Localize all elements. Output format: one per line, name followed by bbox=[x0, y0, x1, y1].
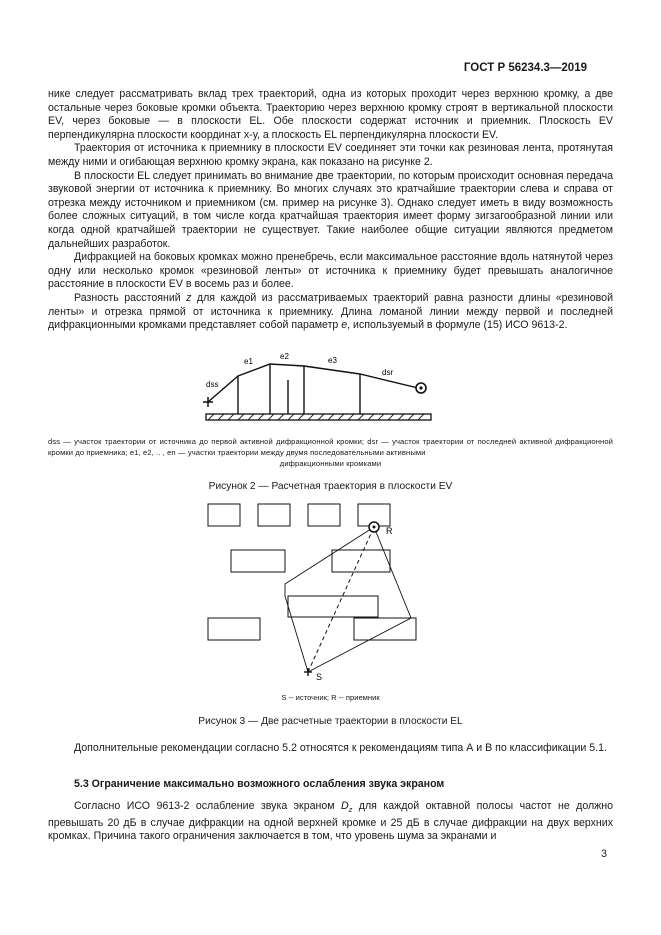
label-e1: e1 bbox=[244, 357, 253, 366]
symbol-e: e bbox=[341, 319, 348, 332]
object-row1-1 bbox=[208, 504, 240, 526]
label-R: R bbox=[386, 526, 393, 536]
receiver-marker bbox=[416, 383, 426, 393]
paragraph-attenuation-limit bbox=[48, 800, 613, 844]
direct-line bbox=[308, 527, 374, 672]
figure-3-legend: S -- источник; R -- приемник bbox=[281, 693, 380, 702]
text-block-2 bbox=[48, 742, 613, 756]
label-S: S bbox=[316, 672, 323, 682]
section-heading-5-3: 5.3 Ограничение максимально возможного ослабления звука экраном bbox=[74, 778, 445, 790]
document-header: ГОСТ Р 56234.3—2019 bbox=[463, 62, 587, 74]
p1-part-b: для каждой октавной полосы частот не должно превышать 20 дБ в случае дифракции на одной верхней кромке и 25 дБ в случае дифракции на двух верхних кромках. Причина такого ограничения заключается в том, что уровень шума за экранами и bbox=[48, 800, 613, 843]
paragraph-continuation: нике следует рассматривать вклад трех траекторий, одна из которых проходит через верхнюю кромку, а две остальные через боковые кромки объекта. Траекторию через верхнюю кромку строят в вертикальной плоскости EV, через боковые — в плоскости EL. Обе плоскости содержат источник и приемник. Плоскость EV перпендикулярна плоскости координат х-у, а плоскость EL перпендикулярна плоскости EV. bbox=[48, 88, 613, 141]
receiver-marker bbox=[369, 522, 379, 532]
object-row4-left bbox=[208, 618, 260, 640]
label-dsr: dsr bbox=[382, 368, 394, 377]
p5-part-c: , используемый в формуле (15) ИСО 9613-2. bbox=[347, 319, 568, 332]
figure-3-diagram bbox=[206, 500, 416, 685]
object-row3 bbox=[288, 596, 378, 617]
right-path bbox=[308, 527, 411, 672]
object-row4-right bbox=[354, 618, 416, 640]
text-block-3 bbox=[48, 800, 613, 844]
source-marker bbox=[304, 668, 312, 676]
figure-2-note-last: дифракционными кромками bbox=[279, 459, 382, 468]
paragraph-el-trajectories: В плоскости EL следует принимать во внимание две траектории, по которым происходит основная передача звуковой энергии от источника к приемнику. Во многих случаях это кратчайшие траектории слева и справа от отрезка между источником и приемником (см. пример на рисунке 3). Однако следует иметь в виду возможность более сложных ситуаций, в том числе когда кратчайшая траектория имеет форму зигзагообразной линии или когда одной кратчайшей траектории не существует. Такие наиболее общие ситуации являются предметом дальнейших разработок. bbox=[48, 169, 613, 250]
p5-part-b: для каждой из рассматриваемых траекторий равна разности длины «резиновой ленты» и отрезка прямой от источника к приемнику. Длина ломаной линии между первой и последней дифракционными кромками представляет собой параметр bbox=[48, 291, 613, 332]
p1-part-a: Согласно ИСО 9613-2 ослабление звука экраном bbox=[74, 800, 341, 812]
figure-2-caption: Рисунок 2 — Расчетная траектория в плоскости EV bbox=[208, 481, 453, 492]
label-e3: e3 bbox=[328, 356, 337, 365]
symbol-z: z bbox=[186, 291, 192, 304]
paragraph-additional-recommendations: Дополнительные рекомендации согласно 5.2 относятся к рекомендациям типа А и В по классификации 5.1. bbox=[74, 742, 607, 754]
figure-2-note bbox=[48, 436, 613, 469]
paragraph-path-difference bbox=[48, 292, 613, 333]
symbol-z-sub: z bbox=[348, 805, 353, 815]
label-dss: dss bbox=[206, 380, 219, 389]
left-path bbox=[285, 527, 374, 672]
object-row2-left bbox=[231, 550, 285, 572]
paragraph-side-diffraction: Дифракцией на боковых кромках можно пренебречь, если максимальное расстояние вдоль натянутой через одну или несколько кромок «резиновой ленты» от источника к приемнику будет превышать аналогичное расстояние в плоскости EV в восемь раз и более. bbox=[48, 251, 613, 291]
paragraph-ev-trajectory: Траектория от источника к приемнику в плоскости EV соединяет эти точки как резиновая лента, протянутая между ними и огибающая верхнюю кромку экрана, как показано на рисунке 2. bbox=[48, 142, 613, 168]
symbol-D: D bbox=[340, 800, 349, 812]
label-e2: e2 bbox=[280, 352, 289, 361]
figure-2-diagram bbox=[196, 350, 436, 430]
object-row1-3 bbox=[308, 504, 340, 526]
text-block-1 bbox=[48, 88, 613, 333]
figure-3-caption: Рисунок 3 — Две расчетные траектории в плоскости EL bbox=[198, 716, 463, 727]
page-number: 3 bbox=[601, 848, 607, 860]
figure-2-note-main: dss — участок траектории от источника до первой активной дифракционной кромки; dsr — участок траектории от последней активной дифракционной кромки до приемника; e1, e2, .. , en — участки траектории между двумя последовательными активными bbox=[48, 437, 613, 457]
object-row2-right bbox=[332, 550, 390, 572]
object-row1-2 bbox=[258, 504, 290, 526]
ground-hatching bbox=[208, 414, 424, 420]
p5-part-a: Разность расстояний bbox=[74, 291, 187, 304]
